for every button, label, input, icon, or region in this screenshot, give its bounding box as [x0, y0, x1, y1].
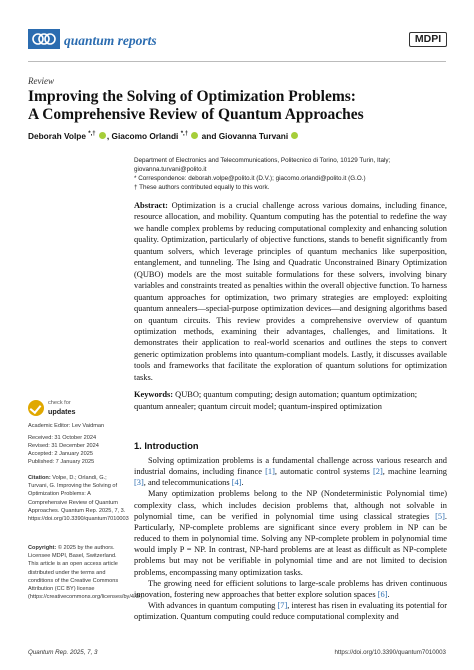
publisher-logo: MDPI — [409, 32, 447, 47]
author-name: , Giacomo Orlandi — [106, 131, 179, 141]
check-for-label: check for — [48, 400, 71, 406]
orcid-icon[interactable] — [191, 132, 198, 139]
orcid-icon[interactable] — [291, 132, 298, 139]
citation-link[interactable]: [4] — [231, 478, 242, 488]
copyright-text: © 2025 by the authors. Licensee MDPI, Basel, Switzerland. This article is an open access article distributed under the terms and conditions of the Creative Commons Attribution (CC BY) license (https://creativecommons.org/licenses/by/4.0/). — [28, 545, 144, 601]
citation-label: Citation: — [28, 475, 51, 481]
paragraph: The growing need for efficient solutions to large-scale problems has driven continuous innovation, fostering new approaches that better explore solution spaces [6]. — [134, 578, 447, 599]
paragraph: Solving optimization problems is a fundamental challenge across various research and industrial domains, including finance [1], automatic control systems [2], machine learning [3], and telecommunications [4]. — [134, 456, 447, 488]
copyright-block — [28, 544, 144, 601]
author-mark: *,† — [180, 131, 189, 138]
paragraph: Many optimization problems belong to the NP (Nondeterministic Polynomial time) complexity class, which includes decision problems that, although not solvable in polynomial time, can be verified in polynomial time using classical strategies [5]. Particularly, NP-complete problems are significant since every problem in NP can be reduced to them in polynomial time. Solving any NP-complete problem in polynomial time would imply P = NP. In contrast, NP-hard problems are at least as difficult as NP-complete problems but may not be verifiable in polynomial time and are not limited to decision problems, encompassing many optimization tasks. — [134, 489, 447, 577]
academic-editor: Academic Editor: Lev Vaidman — [28, 423, 105, 429]
revised-date: Revised: 31 December 2024 — [28, 443, 99, 449]
journal-logo — [28, 29, 60, 49]
check-for-updates-badge[interactable] — [28, 398, 88, 420]
section-heading: 1. Introduction — [134, 441, 199, 451]
keywords-label: Keywords: — [134, 390, 174, 399]
accepted-date: Accepted: 2 January 2025 — [28, 451, 93, 457]
abstract-text: Optimization is a crucial challenge across various domains, including finance, resource allocation, and mobility. Quantum computing has the potential to redefine the way we handle complex problems by reducing computational complexity and enhancing solution quality. Optimization, particularly of objective functions, stands to benefit significantly from quantum solvers, which leverage principles of quantum mechanics like superposition, entanglement, and tunneling. The Ising and Quadratic Unconstrained Binary Optimization (QUBO) models are the most suitable formulations for these solvers, involving binary variables and constraints treated as penalties within the overall objective function. To harness quantum approaches for optimization, two primary strategies are employed: exploiting quantum annealers—special-purpose optimization devices—and designing algorithms based on quantum circuits. This review provides a comprehensive overview of quantum optimization methods, examining their advantages, challenges, and limitations. It demonstrates their application to real-world scenarios and outlines the steps to convert generic optimization problems into quantum-compliant models. Lastly, it discusses available tools and frameworks that facilitate the exploration of quantum solutions for optimization tasks. — [134, 201, 447, 382]
title-line-1: Improving the Solving of Optimization Problems: — [28, 88, 356, 105]
received-date: Received: 31 October 2024 — [28, 435, 97, 441]
author-list — [28, 131, 299, 141]
equal-contribution-note: † These authors contributed equally to this work. — [134, 184, 270, 191]
citation-link[interactable]: [3] — [134, 478, 144, 488]
author-name: and Giovanna Turvani — [199, 131, 289, 141]
correspondence-note: * Correspondence: deborah.volpe@polito.it (D.V.); giacomo.orlandi@polito.it (G.O.) — [134, 175, 366, 182]
affiliation-email[interactable]: giovanna.turvani@polito.it — [134, 166, 207, 173]
author-mark: *,† — [88, 131, 96, 138]
copyright-label: Copyright: — [28, 545, 57, 551]
abstract — [134, 200, 447, 383]
title-line-2: A Comprehensive Review of Quantum Approaches — [28, 106, 364, 123]
affiliation-line: Department of Electronics and Telecommunications, Politecnico di Torino, 10129 Turin, Italy; — [134, 157, 391, 164]
journal-name: quantum reports — [64, 33, 157, 48]
article-type: Review — [28, 76, 54, 86]
keywords-text: QUBO; quantum computing; design automation; quantum optimization; quantum annealer; quantum circuit model; quantum-inspired optimization — [134, 390, 418, 411]
keywords — [134, 389, 447, 412]
published-date: Published: 7 January 2025 — [28, 459, 95, 465]
abstract-label: Abstract: — [134, 201, 168, 210]
footer-journal-ref: Quantum Rep. 2025, 7, 3 — [28, 649, 98, 656]
introduction-body — [134, 455, 447, 622]
citation-link[interactable]: [6] — [377, 589, 388, 599]
citation-link[interactable]: [7] — [277, 601, 288, 611]
orcid-icon[interactable] — [99, 132, 106, 139]
author-name: Deborah Volpe — [28, 131, 86, 141]
citation-link[interactable]: [2] — [372, 467, 383, 477]
footer-doi-link[interactable]: https://doi.org/10.3390/quantum7010003 — [334, 649, 446, 656]
citation-text: Volpe, D.; Orlandi, G.; Turvani, G. Improving the Solving of Optimization Problems: A Comprehensive Review of Quantum Approaches. Quantum Rep. 2025, 7, 3. https://doi.org/10.3390/quantum7010003 — [28, 475, 129, 523]
article-title — [28, 88, 448, 124]
header-divider — [28, 61, 446, 62]
paragraph: With advances in quantum computing [7], interest has risen in evaluating its potential for optimization. Quantum computing could reduce computational complexity and — [134, 601, 447, 622]
updates-label: updates — [48, 407, 76, 416]
citation-block — [28, 474, 128, 523]
citation-link[interactable]: [5] — [435, 511, 445, 521]
check-icon — [28, 400, 44, 416]
citation-link[interactable]: [1] — [265, 467, 275, 477]
